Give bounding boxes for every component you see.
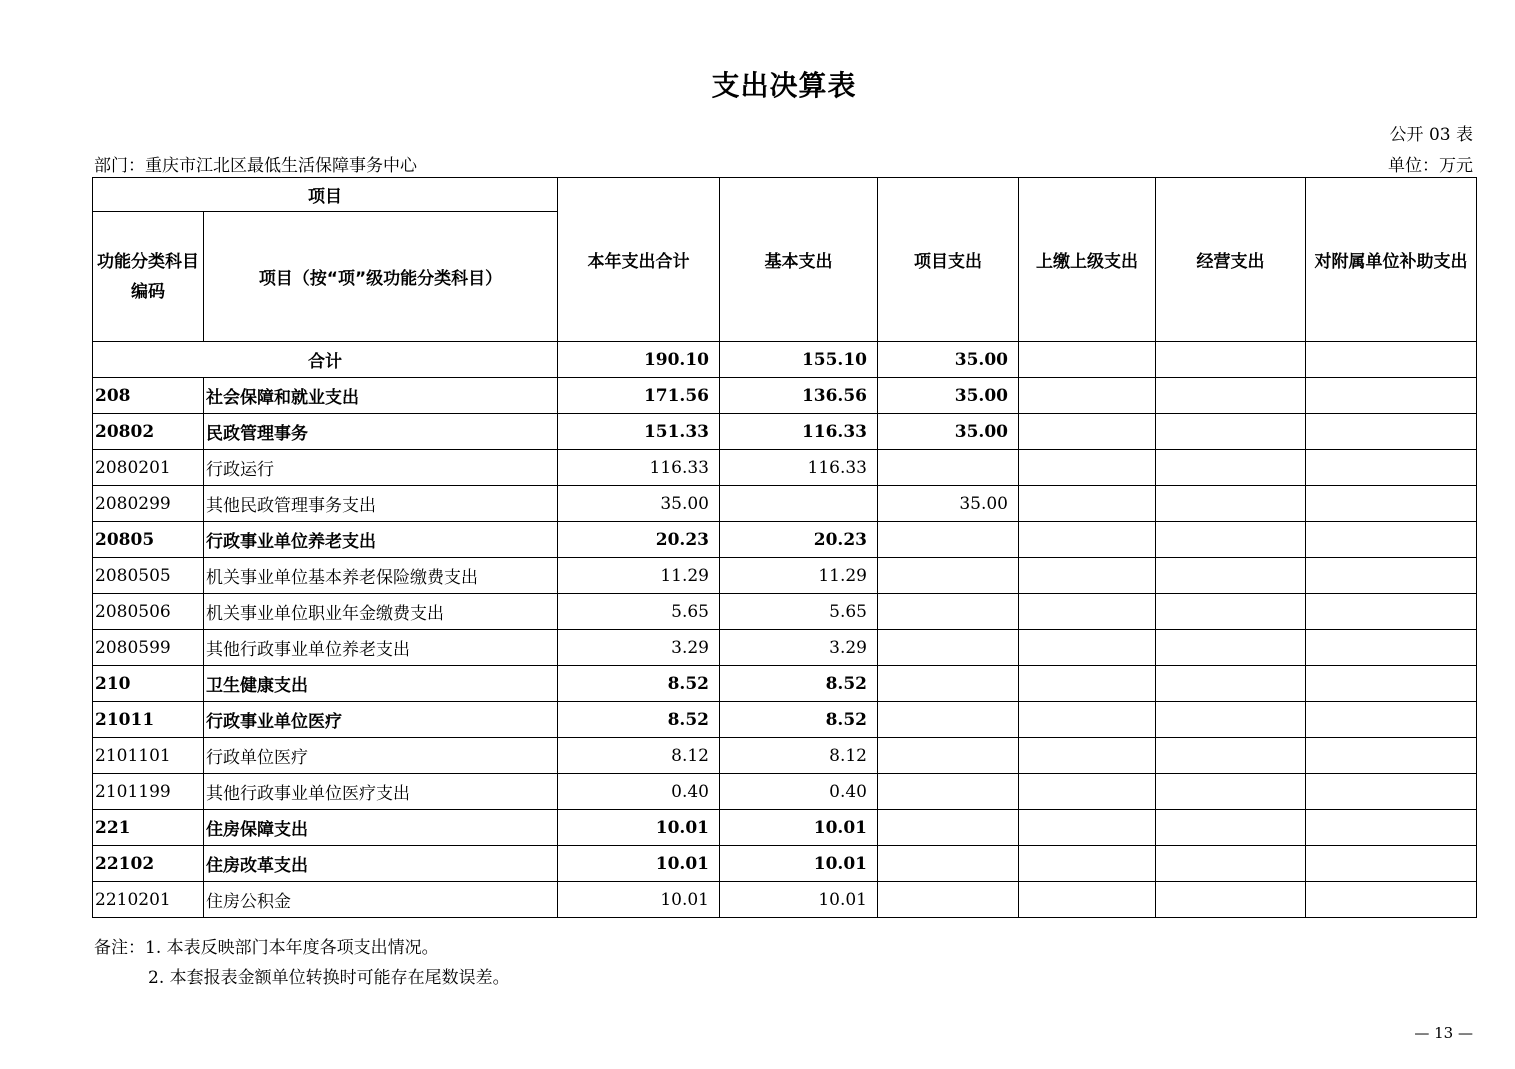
row-project <box>878 810 1019 846</box>
row-code: 2210201 <box>93 882 204 918</box>
table-row <box>93 486 1477 522</box>
note-2: 2. 本套报表金额单位转换时可能存在尾数误差。 <box>148 968 510 988</box>
row-upper <box>1019 486 1156 522</box>
row-code: 2101101 <box>93 738 204 774</box>
row-project: 35.00 <box>878 486 1019 522</box>
row-project <box>878 846 1019 882</box>
row-code: 2080506 <box>93 594 204 630</box>
total-upper <box>1019 342 1156 378</box>
total-amount: 190.10 <box>558 342 720 378</box>
table-row <box>93 738 1477 774</box>
row-code: 22102 <box>93 846 204 882</box>
row-code: 210 <box>93 666 204 702</box>
row-total: 3.29 <box>558 630 720 666</box>
header-total: 本年支出合计 <box>558 178 720 342</box>
row-upper <box>1019 450 1156 486</box>
row-code: 2080599 <box>93 630 204 666</box>
header-business: 经营支出 <box>1156 178 1306 342</box>
row-subsidy <box>1306 522 1477 558</box>
row-basic: 3.29 <box>720 630 878 666</box>
row-business <box>1156 846 1306 882</box>
table-row <box>93 702 1477 738</box>
form-number: 公开 03 表 <box>1389 125 1473 145</box>
row-name: 社会保障和就业支出 <box>204 378 558 414</box>
row-name: 机关事业单位基本养老保险缴费支出 <box>204 558 558 594</box>
note-1: 备注：1. 本表反映部门本年度各项支出情况。 <box>94 938 439 958</box>
row-project <box>878 882 1019 918</box>
row-name: 民政管理事务 <box>204 414 558 450</box>
row-name: 其他行政事业单位医疗支出 <box>204 774 558 810</box>
row-basic: 5.65 <box>720 594 878 630</box>
total-subsidy <box>1306 342 1477 378</box>
row-upper <box>1019 558 1156 594</box>
unit-label: 单位：万元 <box>1388 156 1473 176</box>
row-name: 行政事业单位养老支出 <box>204 522 558 558</box>
department-label: 部门：重庆市江北区最低生活保障事务中心 <box>94 156 417 176</box>
row-basic: 8.12 <box>720 738 878 774</box>
row-upper <box>1019 738 1156 774</box>
expenditure-table <box>92 177 1477 918</box>
row-basic: 116.33 <box>720 414 878 450</box>
row-name: 其他民政管理事务支出 <box>204 486 558 522</box>
row-basic: 8.52 <box>720 666 878 702</box>
row-total: 151.33 <box>558 414 720 450</box>
total-label: 合计 <box>93 342 558 378</box>
row-business <box>1156 378 1306 414</box>
row-business <box>1156 702 1306 738</box>
row-total: 8.12 <box>558 738 720 774</box>
table-row <box>93 666 1477 702</box>
row-name: 行政运行 <box>204 450 558 486</box>
row-upper <box>1019 522 1156 558</box>
row-code: 20802 <box>93 414 204 450</box>
row-business <box>1156 414 1306 450</box>
row-total: 116.33 <box>558 450 720 486</box>
row-project <box>878 594 1019 630</box>
row-upper <box>1019 702 1156 738</box>
row-project <box>878 774 1019 810</box>
row-basic: 10.01 <box>720 846 878 882</box>
table-row <box>93 630 1477 666</box>
row-total: 10.01 <box>558 810 720 846</box>
row-code: 21011 <box>93 702 204 738</box>
row-name: 机关事业单位职业年金缴费支出 <box>204 594 558 630</box>
header-project-expense: 项目支出 <box>878 178 1019 342</box>
row-total: 8.52 <box>558 666 720 702</box>
page-title: 支出决算表 <box>711 69 857 102</box>
row-basic: 11.29 <box>720 558 878 594</box>
row-business <box>1156 666 1306 702</box>
total-project: 35.00 <box>878 342 1019 378</box>
row-name: 行政单位医疗 <box>204 738 558 774</box>
row-subsidy <box>1306 378 1477 414</box>
row-name: 卫生健康支出 <box>204 666 558 702</box>
row-name: 住房改革支出 <box>204 846 558 882</box>
header-subsidy: 对附属单位补助支出 <box>1306 178 1477 342</box>
table-row <box>93 774 1477 810</box>
table-row <box>93 558 1477 594</box>
row-code: 2080201 <box>93 450 204 486</box>
row-upper <box>1019 810 1156 846</box>
row-subsidy <box>1306 810 1477 846</box>
row-project <box>878 522 1019 558</box>
row-subsidy <box>1306 738 1477 774</box>
row-code: 221 <box>93 810 204 846</box>
row-subsidy <box>1306 414 1477 450</box>
header-basic: 基本支出 <box>720 178 878 342</box>
header-upper: 上缴上级支出 <box>1019 178 1156 342</box>
row-basic: 0.40 <box>720 774 878 810</box>
row-subsidy <box>1306 666 1477 702</box>
row-basic: 10.01 <box>720 810 878 846</box>
row-upper <box>1019 666 1156 702</box>
page-number: — 13 — <box>1414 1024 1473 1042</box>
row-business <box>1156 630 1306 666</box>
header-project: 项目 <box>93 178 558 212</box>
row-project <box>878 450 1019 486</box>
row-project <box>878 738 1019 774</box>
table-row <box>93 414 1477 450</box>
row-total: 0.40 <box>558 774 720 810</box>
header-code: 功能分类科目编码 <box>93 212 204 342</box>
table-row <box>93 846 1477 882</box>
row-basic: 136.56 <box>720 378 878 414</box>
row-subsidy <box>1306 774 1477 810</box>
table-row <box>93 378 1477 414</box>
row-business <box>1156 882 1306 918</box>
row-basic: 8.52 <box>720 702 878 738</box>
row-upper <box>1019 414 1156 450</box>
row-code: 20805 <box>93 522 204 558</box>
row-subsidy <box>1306 846 1477 882</box>
row-name: 行政事业单位医疗 <box>204 702 558 738</box>
row-project <box>878 666 1019 702</box>
row-business <box>1156 486 1306 522</box>
row-total: 11.29 <box>558 558 720 594</box>
row-total: 8.52 <box>558 702 720 738</box>
row-business <box>1156 450 1306 486</box>
row-total: 35.00 <box>558 486 720 522</box>
row-code: 2101199 <box>93 774 204 810</box>
row-upper <box>1019 630 1156 666</box>
row-basic: 116.33 <box>720 450 878 486</box>
row-basic: 20.23 <box>720 522 878 558</box>
row-project <box>878 630 1019 666</box>
row-project <box>878 702 1019 738</box>
row-business <box>1156 594 1306 630</box>
row-business <box>1156 774 1306 810</box>
total-row <box>93 342 1477 378</box>
row-code: 2080505 <box>93 558 204 594</box>
row-subsidy <box>1306 702 1477 738</box>
row-upper <box>1019 594 1156 630</box>
row-name: 住房保障支出 <box>204 810 558 846</box>
row-business <box>1156 558 1306 594</box>
row-total: 20.23 <box>558 522 720 558</box>
row-business <box>1156 810 1306 846</box>
row-subsidy <box>1306 486 1477 522</box>
row-business <box>1156 738 1306 774</box>
row-total: 171.56 <box>558 378 720 414</box>
notes <box>94 933 510 993</box>
table-row <box>93 450 1477 486</box>
row-code: 2080299 <box>93 486 204 522</box>
row-code: 208 <box>93 378 204 414</box>
table-row <box>93 882 1477 918</box>
row-basic <box>720 486 878 522</box>
row-upper <box>1019 774 1156 810</box>
row-upper <box>1019 882 1156 918</box>
row-total: 5.65 <box>558 594 720 630</box>
row-upper <box>1019 378 1156 414</box>
row-project: 35.00 <box>878 414 1019 450</box>
row-project <box>878 558 1019 594</box>
header-name: 项目（按“项”级功能分类科目） <box>204 212 558 342</box>
total-business <box>1156 342 1306 378</box>
row-subsidy <box>1306 882 1477 918</box>
row-subsidy <box>1306 558 1477 594</box>
row-project: 35.00 <box>878 378 1019 414</box>
row-total: 10.01 <box>558 846 720 882</box>
row-basic: 10.01 <box>720 882 878 918</box>
row-subsidy <box>1306 630 1477 666</box>
row-name: 其他行政事业单位养老支出 <box>204 630 558 666</box>
row-name: 住房公积金 <box>204 882 558 918</box>
table-row <box>93 522 1477 558</box>
row-total: 10.01 <box>558 882 720 918</box>
table-row <box>93 810 1477 846</box>
row-subsidy <box>1306 450 1477 486</box>
row-upper <box>1019 846 1156 882</box>
total-basic: 155.10 <box>720 342 878 378</box>
table-row <box>93 594 1477 630</box>
row-subsidy <box>1306 594 1477 630</box>
row-business <box>1156 522 1306 558</box>
